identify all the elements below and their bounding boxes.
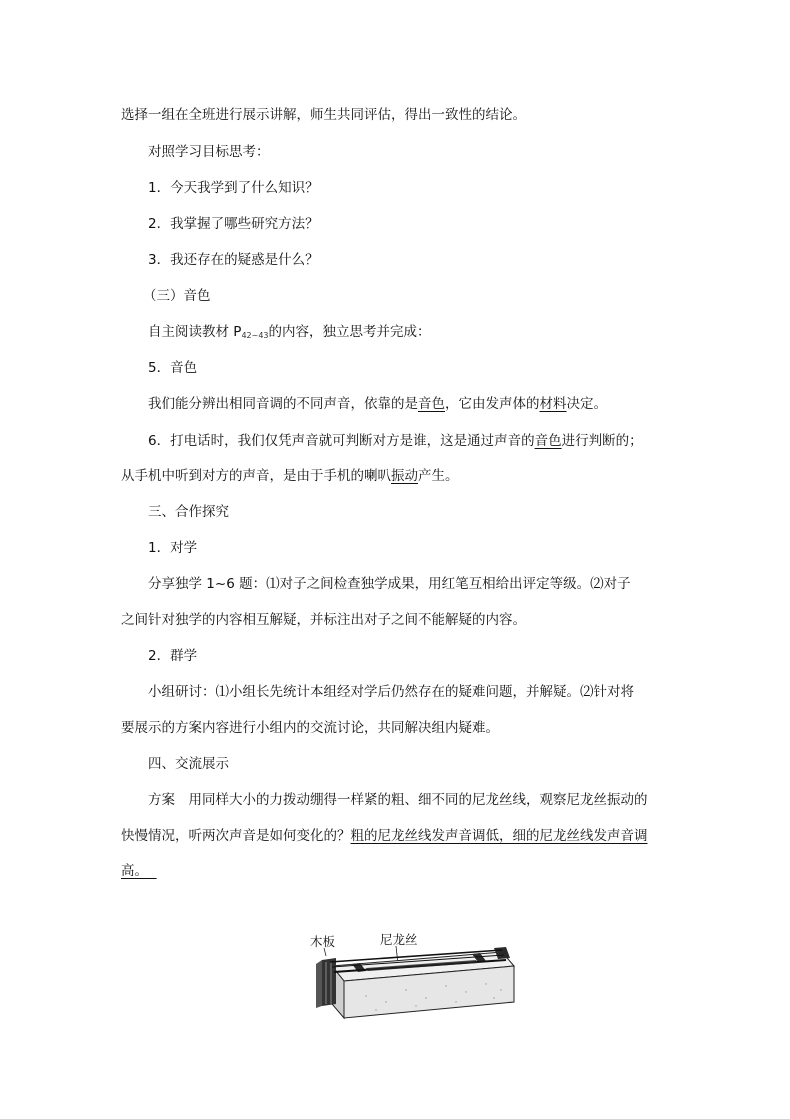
paragraph-line: 要展示的方案内容进行小组内的交流讨论，共同解决组内疑难。 bbox=[121, 720, 499, 736]
text-span: 进行判断的； bbox=[561, 433, 643, 449]
subsection-heading: 1．对学 bbox=[148, 540, 198, 556]
paragraph-line bbox=[121, 467, 459, 485]
text-span: 我们能分辨出相同音调的不同声音，依靠的是 bbox=[148, 396, 418, 412]
answer-underlined: 粗的尼龙丝线发声音调低，细的尼龙丝线发声音调 bbox=[350, 828, 648, 844]
figure-label-nylon: 尼龙丝 bbox=[380, 932, 418, 947]
text-span: 决定。 bbox=[566, 396, 607, 412]
list-item: 1．今天我学到了什么知识？ bbox=[148, 180, 319, 196]
nylon-string-apparatus-figure bbox=[296, 926, 520, 1034]
paragraph-line bbox=[121, 862, 157, 880]
answer-underlined: 音色 bbox=[534, 433, 562, 449]
list-item: 2．我掌握了哪些研究方法？ bbox=[148, 216, 319, 232]
paragraph-line bbox=[148, 395, 607, 413]
text-span: 从手机中听到对方的声音，是由于手机的喇叭 bbox=[121, 468, 391, 484]
text-span: 自主阅读教材 P bbox=[148, 324, 242, 340]
section-heading: （三）音色 bbox=[143, 288, 211, 304]
answer-underlined: 振动 bbox=[391, 468, 418, 484]
paragraph-line bbox=[148, 323, 431, 345]
paragraph-line: 对照学习目标思考： bbox=[148, 144, 270, 160]
text-span: ，它由发声体的 bbox=[445, 396, 540, 412]
answer-underlined: 材料 bbox=[539, 396, 567, 412]
paragraph-line: 之间针对独学的内容相互解疑，并标注出对子之间不能解疑的内容。 bbox=[121, 612, 526, 628]
text-span: 6．打电话时，我们仅凭声音就可判断对方是谁，这是通过声音的 bbox=[148, 433, 535, 449]
text-span: 产生。 bbox=[418, 468, 459, 484]
paragraph-line bbox=[121, 827, 648, 845]
answer-underlined: 音色 bbox=[418, 396, 445, 412]
answer-underlined: 高。 bbox=[121, 863, 148, 879]
paragraph-line: 小组研讨：⑴小组长先统计本组经对学后仍然存在的疑难问题，并解疑。⑵针对将 bbox=[148, 684, 634, 700]
figure-label-board: 木板 bbox=[310, 934, 336, 949]
section-heading: 四、交流展示 bbox=[148, 756, 229, 772]
subsection-heading: 2．群学 bbox=[148, 648, 198, 664]
underline-trail bbox=[148, 863, 157, 879]
paragraph-line bbox=[148, 432, 643, 450]
text-span: 快慢情况，听两次声音是如何变化的？ bbox=[121, 828, 351, 844]
list-item: 3．我还存在的疑惑是什么？ bbox=[148, 252, 319, 268]
paragraph-line: 方案 用同样大小的力拨动绷得一样紧的粗、细不同的尼龙丝线，观察尼龙丝振动的 bbox=[148, 792, 648, 808]
page-range-subscript: 42~43 bbox=[241, 331, 269, 340]
text-span: 的内容，独立思考并完成： bbox=[268, 324, 431, 340]
paragraph-line: 选择一组在全班进行展示讲解，师生共同评估，得出一致性的结论。 bbox=[121, 107, 526, 123]
list-item: 5．音色 bbox=[148, 360, 198, 376]
section-heading: 三、合作探究 bbox=[148, 504, 229, 520]
paragraph-line: 分享独学 1~6 题：⑴对子之间检查独学成果，用红笔互相给出评定等级。⑵对子 bbox=[148, 576, 631, 592]
